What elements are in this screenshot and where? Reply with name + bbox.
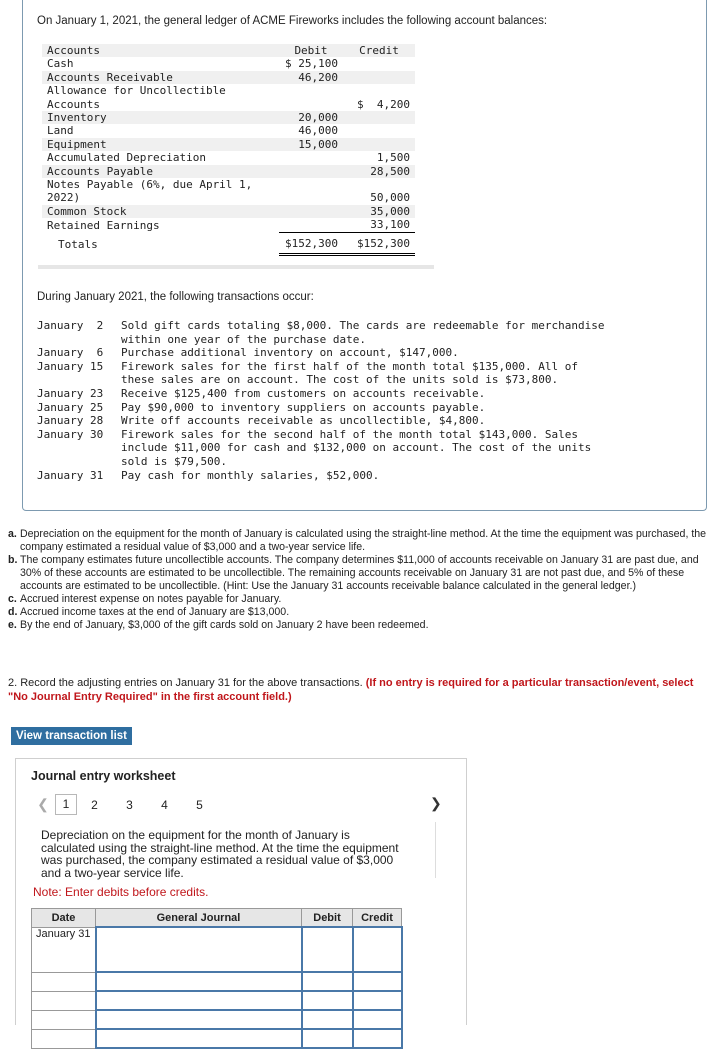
page-2-tab[interactable]: 2 [91,797,98,812]
requirement-text: Accrued income taxes at the end of January are $13,000. [20,606,290,618]
transaction-date: January 23 [37,386,104,400]
ledger-credit [343,138,415,151]
ledger-credit [343,111,415,124]
credit-input[interactable] [353,1010,402,1029]
transaction-date: January 28 [37,414,104,428]
transaction-item [37,428,616,469]
requirement-text: Depreciation on the equipment for the month of January is calculated using the straight-line method. At the time the equipment was purchased, the company estimated a residual value of $3,000 and a two-year service life. [20,528,707,553]
ledger-debit: 20,000 [279,111,343,124]
ledger-credit: 35,000 [343,205,415,218]
chevron-right-icon[interactable]: ❯ [430,795,442,811]
ledger-divider [38,265,434,269]
record-note: (If no entry is required for a particular transaction/event, select "No Journal Entry Required" in the first account field.) [8,677,694,703]
worksheet-pager [31,794,217,815]
ledger-credit: $ 4,200 [357,97,410,111]
ledger-debit [279,84,343,111]
record-text: 2. Record the adjusting entries on January 31 for the above transactions. [8,677,363,689]
transaction-date: January 25 [37,400,104,414]
ledger-row [42,151,415,164]
ledger-debit: 46,200 [279,71,343,84]
ledger-account: Retained Earnings [47,218,160,232]
requirement-item [8,593,714,606]
chevron-left-icon[interactable]: ❮ [37,796,49,812]
date-cell [32,972,96,991]
header-accounts: Accounts [42,44,279,57]
account-input[interactable] [96,927,302,972]
transaction-text: Firework sales for the second half of the month total $143,000. Sales include $11,000 for cash and $132,000 on account. The cost of the units sold is $79,500. [121,427,592,468]
requirement-item [8,554,714,593]
transaction-item [37,414,616,428]
date-cell: January 31 [32,927,96,972]
ledger-account: Accumulated Depreciation [47,151,206,165]
ledger-row [42,71,415,84]
ledger-debit: $ 25,100 [285,57,338,71]
ledger-debit: 46,000 [298,124,338,138]
transaction-item [37,469,616,483]
ledger-row [42,84,415,111]
debit-input[interactable] [302,972,353,991]
transaction-date: January 2 [37,319,104,332]
transaction-text: Write off accounts receivable as uncollectible, $4,800. [121,414,486,428]
totals-label: Totals [58,238,98,252]
ledger-credit: 50,000 [370,191,410,205]
header-debit: Debit [302,909,353,928]
journal-row [32,972,402,991]
transaction-date: January 30 [37,427,104,441]
requirement-item [8,528,714,554]
page-5-tab[interactable]: 5 [196,797,203,812]
view-transaction-list-button[interactable]: View transaction list [11,727,132,745]
requirement-letter: c. [8,593,17,605]
date-cell [32,1029,96,1048]
transaction-date: January 31 [37,468,104,482]
ledger-account: Accounts Receivable [42,71,279,84]
ledger-totals-row [42,232,415,254]
ledger-account: Equipment [42,138,279,151]
requirement-letter: a. [8,528,17,540]
ledger-debit [279,151,343,164]
ledger-credit: 28,500 [343,165,415,178]
ledger-row [42,111,415,124]
requirement-text: The company estimates future uncollectible accounts. The company determines $11,000 of accounts receivable on January 31 are past due, and 30% of these accounts are estimated to be uncollectible. The remaining accounts receivable on January 31 are not past due, and 5% of these accounts are estimated to be uncollectible. (Hint: Use the January 31 accounts receivable balance calculated in the general ledger.) [20,554,699,592]
worksheet-title: Journal entry worksheet [31,769,176,783]
page-4-tab[interactable]: 4 [161,797,168,812]
transaction-text: Sold gift cards totaling $8,000. The cards are redeemable for merchandise within one year of the purchase date. [121,319,605,346]
transaction-item [37,387,616,401]
requirement-text: By the end of January, $3,000 of the gift cards sold on January 2 have been redeemed. [20,619,429,631]
credit-input[interactable] [353,1029,402,1048]
transaction-item [37,360,616,387]
credit-input[interactable] [353,972,402,991]
ledger-debit: 15,000 [279,138,343,151]
header-credit: Credit [343,44,415,57]
journal-row [32,927,402,972]
header-date: Date [32,909,96,928]
debit-input[interactable] [302,1010,353,1029]
requirement-letter: d. [8,606,18,618]
transaction-date: January 6 [37,346,104,360]
ledger-row [42,218,415,232]
requirement-letter: b. [8,554,18,566]
requirement-item [8,606,714,619]
ledger-credit [343,71,415,84]
account-input[interactable] [96,972,302,991]
ledger-row [42,124,415,137]
ledger-debit [279,205,343,218]
page-1-tab[interactable]: 1 [55,794,77,815]
debit-input[interactable] [302,991,353,1010]
credit-input[interactable] [353,991,402,1010]
credit-input[interactable] [353,927,402,972]
transaction-text: Purchase additional inventory on account, $147,000. [121,346,459,360]
date-cell [32,1010,96,1029]
requirement-text: Accrued interest expense on notes payable for January. [20,593,282,605]
transaction-text: Receive $125,400 from customers on accounts receivable. [121,386,486,400]
transaction-text: Pay cash for monthly salaries, $52,000. [121,468,380,482]
ledger-table [42,44,415,256]
date-cell [32,991,96,1010]
journal-row [32,1029,402,1048]
transaction-item [37,346,616,360]
transaction-date: January 15 [37,359,104,373]
journal-row [32,1010,402,1029]
ledger-credit: 33,100 [370,218,410,232]
ledger-row [42,178,415,205]
account-input[interactable] [96,1029,302,1048]
debit-input[interactable] [302,1029,353,1048]
journal-row [32,991,402,1010]
ledger-account: Accounts Payable [42,165,279,178]
page-3-tab[interactable]: 3 [126,797,133,812]
debit-input[interactable] [302,927,353,972]
during-text: During January 2021, the following transactions occur: [37,291,314,303]
requirement-item [8,619,714,632]
transaction-item [37,319,616,346]
account-input[interactable] [96,1010,302,1029]
ledger-debit [279,218,343,232]
header-credit: Credit [353,909,402,928]
debits-note: Note: Enter debits before credits. [33,885,209,899]
ledger-credit [343,124,415,137]
ledger-row [42,138,415,151]
ledger-account: Inventory [42,111,279,124]
header-debit: Debit [279,44,343,57]
transaction-item [37,401,616,415]
ledger-account: Common Stock [42,205,279,218]
ledger-row [42,165,415,178]
ledger-credit: 1,500 [376,151,410,165]
totals-credit: $152,300 [343,232,415,254]
ledger-row [42,205,415,218]
record-instruction [8,677,714,704]
entry-description: Depreciation on the equipment for the month of January is calculated using the straight-line method. At the time the equipment was purchased, the company estimated a residual value of $3,000 and a two-year service life. [41,828,399,880]
requirement-letter: e. [8,619,17,631]
transaction-text: Pay $90,000 to inventory suppliers on accounts payable. [121,400,486,414]
ledger-header-row [42,44,415,57]
journal-entry-table [31,908,403,1049]
ledger-account: Cash [47,57,74,71]
account-input[interactable] [96,991,302,1010]
ledger-account: Land [47,124,74,138]
ledger-account: Notes Payable (6%, due April 1, 2022) [47,178,253,205]
ledger-credit [343,57,415,70]
ledger-account: Allowance for Uncollectible Accounts [47,84,226,111]
ledger-debit [279,178,343,205]
intro-text: On January 1, 2021, the general ledger of ACME Fireworks includes the following account balances: [37,15,548,27]
ledger-debit [279,165,343,178]
transaction-text: Firework sales for the first half of the month total $135,000. All of these sales are on account. The cost of the units sold is $73,800. [121,359,578,387]
transaction-list [37,319,616,482]
header-general-journal: General Journal [96,909,302,928]
ledger-row [42,57,415,70]
totals-debit: $152,300 [279,232,343,254]
requirements-list [8,528,714,632]
